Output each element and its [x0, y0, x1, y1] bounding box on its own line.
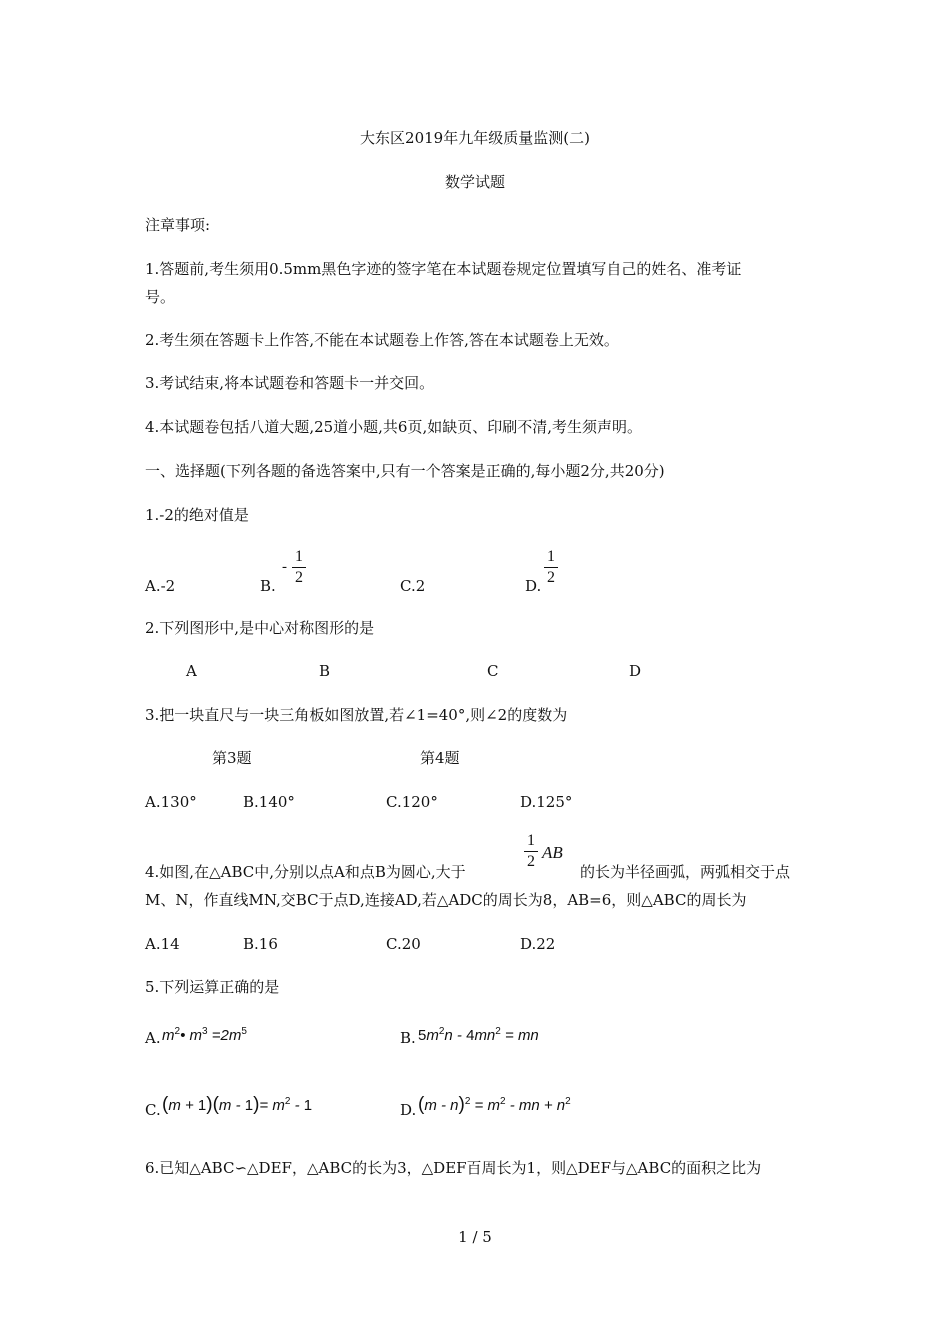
q3-option-b: B.140° [243, 793, 295, 811]
q3-option-a: A.130° [145, 793, 197, 811]
q6-stem: 6.已知△ABC∽△DEF，△ABC的长为3，△DEF百周长为1，则△DEF与△ABC的面积之比为 [145, 1159, 762, 1177]
notice-item-2: 2.考生须在答题卡上作答,不能在本试题卷上作答,答在本试题卷上无效。 [145, 331, 619, 349]
q2-option-b: B [319, 662, 331, 680]
q4-fraction-variable: AB [542, 843, 563, 862]
fraction-bar [544, 567, 558, 568]
q5-option-b-label: B. [400, 1029, 416, 1047]
notice-item-1: 1.答题前,考生须用0.5mm黑色字迹的签字笔在本试题卷规定位置填写自己的姓名、准考证 [145, 260, 742, 278]
figure-3-caption: 第3题 [212, 749, 252, 767]
q5-option-c-formula: $(m + 1)(m - 1)= m^2 - 1$ [162, 1094, 313, 1115]
q5-option-c-label: C. [145, 1101, 161, 1119]
q5-option-b-formula: $5m^2n - 4mn^2$ = mn [418, 1026, 539, 1044]
q1-option-b-sign: - [282, 559, 287, 575]
q4-option-a: A.14 [145, 935, 180, 953]
q5-option-d-label: D. [400, 1101, 417, 1119]
fraction-numerator: 1 [295, 548, 303, 565]
q1-option-a: A.-2 [145, 577, 176, 595]
q5-option-a-formula: $m^2•$ $m^3 =2m^5$ [162, 1026, 247, 1044]
page-subtitle: 数学试题 [444, 173, 505, 191]
q1-option-b-label: B. [260, 577, 276, 595]
q5-option-d-formula: $(m - n)^2 = m^2$ - mn + $n^2$ [418, 1094, 571, 1115]
q3-stem: 3.把一块直尺与一块三角板如图放置,若∠1=40°,则∠2的度数为 [145, 706, 568, 724]
figure-4-caption: 第4题 [420, 749, 460, 767]
q2-option-c: C [487, 662, 499, 680]
q2-option-a: A [186, 662, 197, 680]
q4-option-c: C.20 [386, 935, 421, 953]
q4-stem-part1: 4.如图,在△ABC中,分别以点A和点B为圆心,大于 [145, 863, 466, 881]
q4-option-b: B.16 [243, 935, 278, 953]
q2-stem: 2.下列图形中,是中心对称图形的是 [145, 619, 375, 637]
q1-option-b-fraction [292, 548, 306, 587]
fraction-denominator: 2 [295, 569, 303, 586]
q5-option-a-label: A. [145, 1029, 161, 1047]
q1-option-d-label: D. [525, 577, 542, 595]
page-number: 1 / 5 [458, 1228, 492, 1246]
fraction-numerator: 1 [547, 548, 555, 565]
q3-option-c: C.120° [386, 793, 438, 811]
q1-option-c: C.2 [400, 577, 426, 595]
q4-stem-part2: 的长为半径画弧，两弧相交于点 [580, 863, 791, 881]
q2-option-d: D [629, 662, 642, 680]
fraction-bar [524, 851, 538, 852]
q1-option-d-fraction [544, 548, 558, 587]
q4-fraction [524, 832, 538, 871]
fraction-denominator: 2 [547, 569, 555, 586]
notice-heading: 注章事项: [145, 216, 211, 234]
notice-item-1-cont: 号。 [145, 288, 176, 306]
notice-item-4: 4.本试题卷包括八道大题,25道小题,共6页,如缺页、印刷不清,考生须声明。 [145, 418, 643, 436]
page-title: 大东区2019年九年级质量监测(二) [360, 129, 590, 147]
fraction-denominator: 2 [527, 853, 535, 870]
q1-stem: 1.-2的绝对值是 [145, 506, 249, 524]
q4-stem-line2: M、N，作直线MN,交BC于点D,连接AD,若△ADC的周长为8，AB=6，则△ABC的周长为 [145, 891, 747, 909]
section-1-heading: 一、选择题(下列各题的备选答案中,只有一个答案是正确的,每小题2分,共20分) [145, 462, 665, 480]
q5-stem: 5.下列运算正确的是 [145, 978, 280, 996]
fraction-bar [292, 567, 306, 568]
notice-item-3: 3.考试结束,将本试题卷和答题卡一并交回。 [145, 374, 435, 392]
fraction-numerator: 1 [527, 832, 535, 849]
q4-option-d: D.22 [520, 935, 556, 953]
q3-option-d: D.125° [520, 793, 573, 811]
